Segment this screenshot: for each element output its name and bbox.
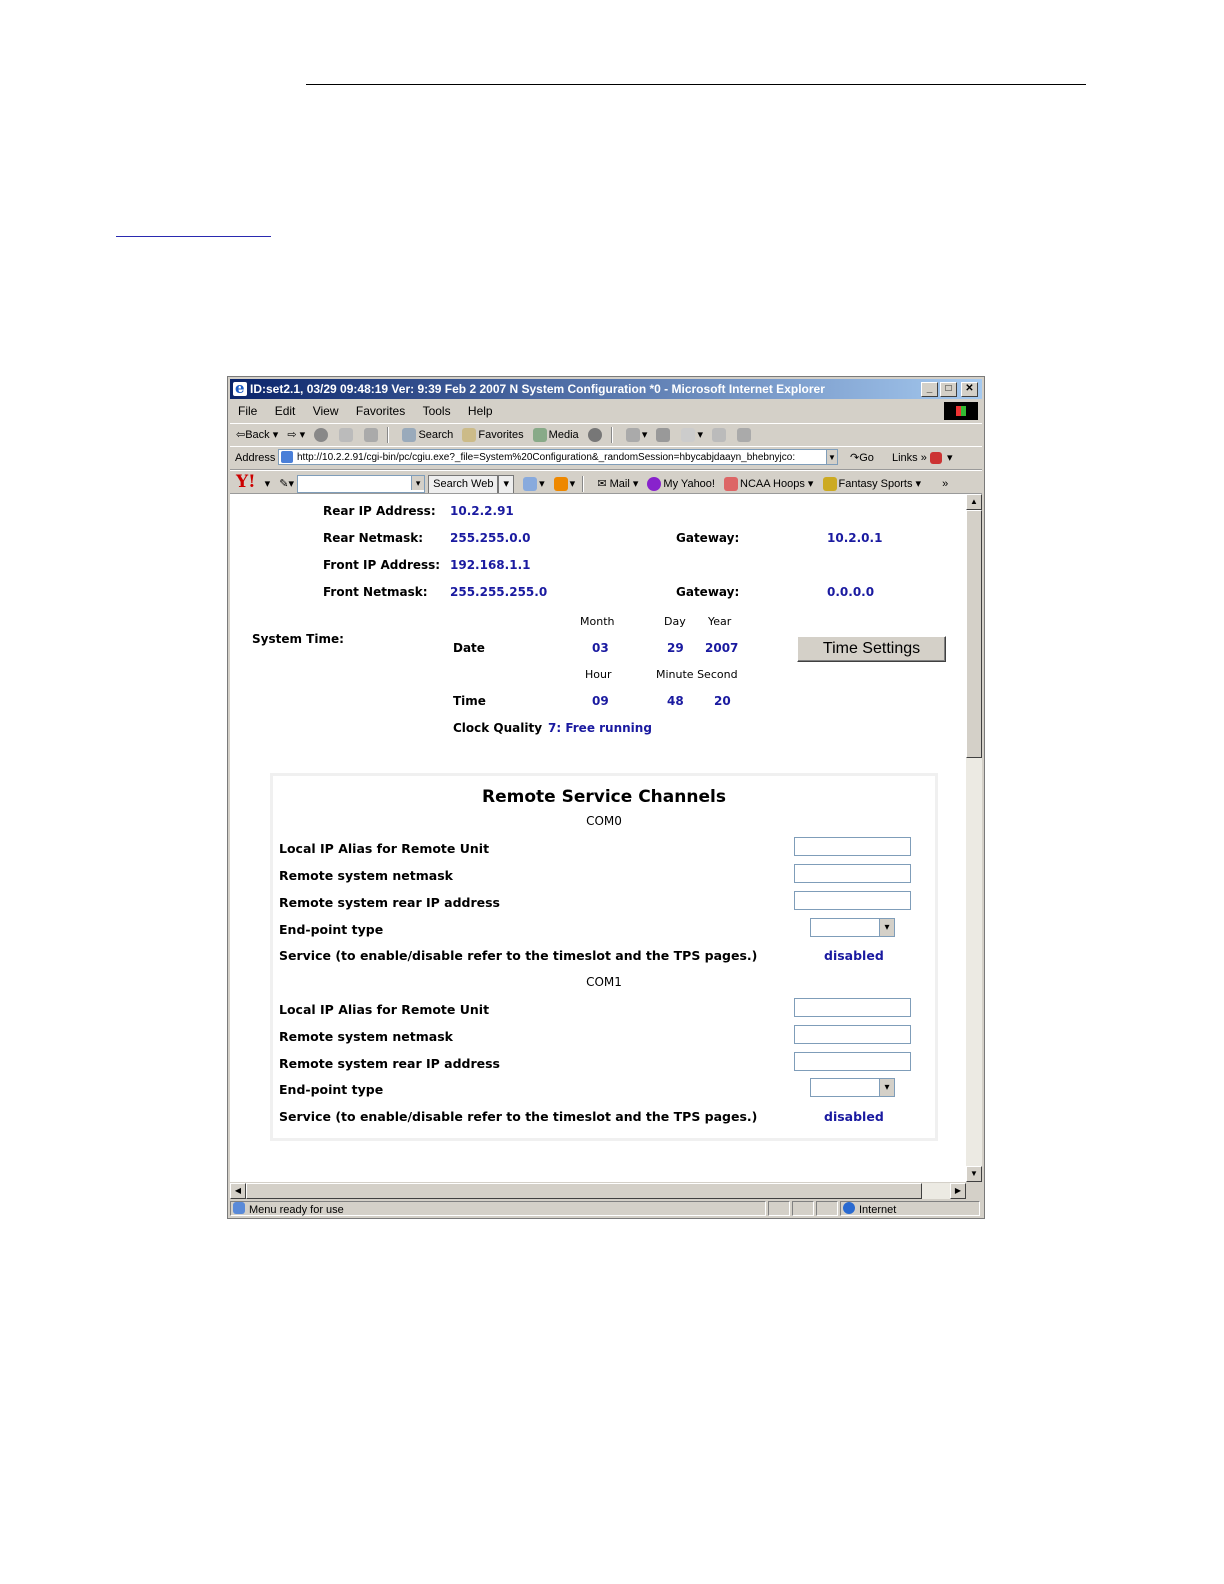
- favorites-button[interactable]: [462, 424, 523, 446]
- date-label: Date: [453, 641, 485, 655]
- day-header: Day: [664, 615, 686, 628]
- minute-value: 48: [667, 694, 684, 708]
- hour-value: 09: [592, 694, 609, 708]
- front-netmask-label: Front Netmask:: [323, 585, 428, 599]
- front-gateway-value: 0.0.0.0: [827, 585, 875, 599]
- com0-rear-ip-input[interactable]: [794, 891, 911, 910]
- page-icon: [281, 451, 293, 463]
- fantasy-label: Fantasy Sports: [838, 478, 913, 490]
- ie-logo-icon: [233, 382, 247, 396]
- popup-blocker-icon: [523, 477, 537, 491]
- com1-netmask-label: Remote system netmask: [279, 1029, 453, 1044]
- messenger-icon: [737, 428, 751, 442]
- mail-menu-button[interactable]: ▾: [626, 424, 648, 446]
- yahoo-mail-button[interactable]: ✉ Mail ▾: [597, 478, 639, 490]
- rear-ip-value: 10.2.2.91: [450, 504, 514, 518]
- address-dropdown[interactable]: ▼: [826, 449, 838, 465]
- edit-word-button[interactable]: ▾: [681, 424, 703, 446]
- minute-second-header: Minute Second: [656, 668, 738, 681]
- status-message: [230, 1201, 766, 1216]
- com1-rear-ip-label: Remote system rear IP address: [279, 1056, 500, 1071]
- vertical-scroll-thumb[interactable]: [966, 510, 982, 758]
- yahoo-search-input[interactable]: [297, 475, 425, 493]
- com0-endpoint-label: End-point type: [279, 922, 384, 937]
- refresh-icon: [339, 428, 353, 442]
- com1-endpoint-label: End-point type: [279, 1082, 384, 1097]
- discuss-icon: [712, 428, 726, 442]
- go-button[interactable]: [850, 447, 874, 469]
- my-yahoo-icon: [647, 477, 661, 491]
- media-label: Media: [548, 429, 579, 441]
- com0-service-label: Service (to enable/disable refer to the timeslot and the TPS pages.): [279, 948, 758, 963]
- status-pane: [792, 1201, 814, 1216]
- front-ip-label: Front IP Address:: [323, 558, 441, 572]
- globe-icon: [843, 1202, 855, 1214]
- com0-service-value: disabled: [824, 948, 884, 963]
- status-pane: [816, 1201, 838, 1216]
- mail-envelope-icon: [626, 428, 640, 442]
- menu-view[interactable]: View: [312, 404, 339, 418]
- system-time-label: System Time:: [252, 632, 344, 646]
- horizontal-scrollbar[interactable]: [230, 1183, 966, 1199]
- stop-icon: [314, 428, 328, 442]
- com1-rear-ip-input[interactable]: [794, 1052, 911, 1071]
- document-top-rule: [306, 84, 1086, 85]
- hour-header: Hour: [585, 668, 612, 681]
- com0-header: COM0: [586, 814, 622, 828]
- yahoo-extras-button[interactable]: ▾: [554, 473, 576, 494]
- menu-edit[interactable]: Edit: [274, 404, 296, 418]
- search-label: Search: [418, 429, 454, 441]
- refresh-button[interactable]: [339, 424, 355, 446]
- day-value: 29: [667, 641, 684, 655]
- minimize-button[interactable]: _: [921, 382, 938, 397]
- links-label: Links: [892, 452, 918, 464]
- toolbar-separator: [387, 427, 389, 443]
- rear-ip-label: Rear IP Address:: [323, 504, 436, 518]
- toolbar-overflow-button[interactable]: »: [942, 478, 949, 490]
- com0-netmask-input[interactable]: [794, 864, 911, 883]
- yahoo-toolbar: [230, 470, 982, 494]
- ie-window: [227, 376, 985, 1219]
- search-web-button[interactable]: Search Web: [428, 475, 498, 494]
- standard-toolbar: [230, 423, 982, 447]
- com0-endpoint-select[interactable]: [810, 918, 895, 937]
- rear-gateway-label: Gateway:: [676, 531, 740, 545]
- search-web-dropdown[interactable]: ▾: [498, 475, 514, 494]
- go-label: Go: [859, 452, 874, 464]
- stop-button[interactable]: [314, 424, 330, 446]
- clock-quality-value: 7: Free running: [548, 721, 652, 735]
- favorites-icon: [462, 428, 476, 442]
- home-button[interactable]: [364, 424, 380, 446]
- toolbar-separator: [611, 427, 613, 443]
- rear-netmask-value: 255.255.0.0: [450, 531, 531, 545]
- printer-icon: [656, 428, 670, 442]
- fantasy-sports-button[interactable]: Fantasy Sports ▾: [823, 473, 922, 494]
- yahoo-logo-icon[interactable]: Y!: [236, 472, 256, 492]
- address-input[interactable]: [278, 449, 838, 465]
- scroll-right-icon[interactable]: ▶: [950, 1183, 966, 1199]
- page-content: [230, 494, 966, 1182]
- second-value: 20: [714, 694, 731, 708]
- zone-pane: [840, 1201, 980, 1216]
- links-button[interactable]: Links » ▾: [892, 452, 953, 464]
- com0-rear-ip-label: Remote system rear IP address: [279, 895, 500, 910]
- com1-alias-label: Local IP Alias for Remote Unit: [279, 1002, 490, 1017]
- scroll-up-icon[interactable]: ▲: [966, 494, 982, 510]
- my-yahoo-button[interactable]: [647, 473, 715, 494]
- month-header: Month: [580, 615, 615, 628]
- search-button[interactable]: [402, 424, 453, 446]
- ncaa-label: NCAA Hoops: [740, 478, 805, 490]
- com1-endpoint-select[interactable]: [810, 1078, 895, 1097]
- mail-icon: ✉: [597, 478, 607, 490]
- title-bar: [230, 379, 982, 399]
- clock-quality-label: Clock Quality: [453, 721, 543, 735]
- zone-text: Internet: [859, 1204, 897, 1216]
- menu-help[interactable]: Help: [467, 404, 493, 418]
- front-netmask-value: 255.255.255.0: [450, 585, 548, 599]
- popup-blocker-button[interactable]: ▾: [523, 473, 545, 494]
- maximize-button[interactable]: □: [940, 382, 957, 397]
- crosshair-icon: [554, 477, 568, 491]
- front-gateway-label: Gateway:: [676, 585, 740, 599]
- discuss-button[interactable]: [712, 424, 728, 446]
- year-value: 2007: [705, 641, 739, 655]
- status-text: Menu ready for use: [249, 1204, 344, 1216]
- com1-netmask-input[interactable]: [794, 1025, 911, 1044]
- toolbar-separator: [582, 476, 584, 492]
- go-arrow-icon: ↷: [850, 452, 860, 464]
- vertical-scrollbar[interactable]: [966, 494, 982, 1182]
- address-label: Address: [235, 452, 276, 464]
- highlight-button[interactable]: ✎▾: [279, 478, 295, 490]
- close-button[interactable]: ✕: [961, 382, 978, 397]
- com1-alias-input[interactable]: [794, 998, 911, 1017]
- trophy-icon: [823, 477, 837, 491]
- pdf-icon: [930, 452, 942, 464]
- page-status-icon: [233, 1202, 245, 1214]
- home-icon: [364, 428, 378, 442]
- print-button[interactable]: [656, 424, 672, 446]
- back-button[interactable]: ⇦Back ▾: [236, 429, 279, 441]
- year-header: Year: [708, 615, 732, 628]
- forward-button[interactable]: ⇨ ▾: [287, 429, 306, 441]
- search-icon: [402, 428, 416, 442]
- menu-favorites[interactable]: Favorites: [355, 404, 406, 418]
- scroll-down-icon[interactable]: ▼: [966, 1166, 982, 1182]
- time-settings-button[interactable]: Time Settings: [797, 636, 946, 662]
- back-arrow-icon: ⇦: [236, 429, 246, 441]
- basketball-icon: [724, 477, 738, 491]
- menu-bar: [230, 401, 982, 421]
- document-link-underline: [116, 236, 271, 237]
- status-pane: [768, 1201, 790, 1216]
- ncaa-hoops-button[interactable]: NCAA Hoops ▾: [724, 473, 813, 494]
- rear-netmask-label: Rear Netmask:: [323, 531, 424, 545]
- favorites-label: Favorites: [478, 429, 524, 441]
- com0-alias-label: Local IP Alias for Remote Unit: [279, 841, 490, 856]
- scroll-left-icon[interactable]: ◀: [230, 1183, 246, 1199]
- messenger-button[interactable]: [737, 424, 753, 446]
- remote-service-panel: [270, 773, 938, 1141]
- month-value: 03: [592, 641, 609, 655]
- yahoo-mail-label: Mail: [609, 478, 630, 490]
- history-icon: [588, 428, 602, 442]
- menu-tools[interactable]: Tools: [422, 404, 451, 418]
- history-button[interactable]: [588, 424, 604, 446]
- menu-file[interactable]: File: [238, 404, 258, 418]
- status-bar: [230, 1200, 982, 1217]
- windows-logo-icon: [944, 402, 978, 420]
- window-title: ID:set2.1, 03/29 09:48:19 Ver: 9:39 Feb 2 2007 N System Configuration *0 - Microsoft Internet Explorer: [250, 382, 825, 396]
- com0-alias-input[interactable]: [794, 837, 911, 856]
- my-yahoo-label: My Yahoo!: [663, 478, 715, 490]
- front-ip-value: 192.168.1.1: [450, 558, 531, 572]
- horizontal-scroll-thumb[interactable]: [246, 1183, 922, 1199]
- address-bar: [230, 446, 982, 470]
- com1-service-label: Service (to enable/disable refer to the timeslot and the TPS pages.): [279, 1109, 758, 1124]
- forward-arrow-icon: ⇨: [287, 429, 297, 441]
- media-button[interactable]: [533, 424, 579, 446]
- media-icon: [533, 428, 547, 442]
- com1-header: COM1: [586, 975, 622, 989]
- yahoo-menu-button[interactable]: ▾: [264, 478, 271, 490]
- rear-gateway-value: 10.2.0.1: [827, 531, 883, 545]
- word-icon: [681, 428, 695, 442]
- com1-service-value: disabled: [824, 1109, 884, 1124]
- com0-netmask-label: Remote system netmask: [279, 868, 453, 883]
- back-label: Back: [245, 429, 270, 441]
- remote-service-title: Remote Service Channels: [482, 787, 726, 807]
- time-label: Time: [453, 694, 486, 708]
- address-url: http://10.2.2.91/cgi-bin/pc/cgiu.exe?_file=System%20Configuration&_randomSession=hbycabjdaayn_bhebnyjco:: [297, 452, 796, 463]
